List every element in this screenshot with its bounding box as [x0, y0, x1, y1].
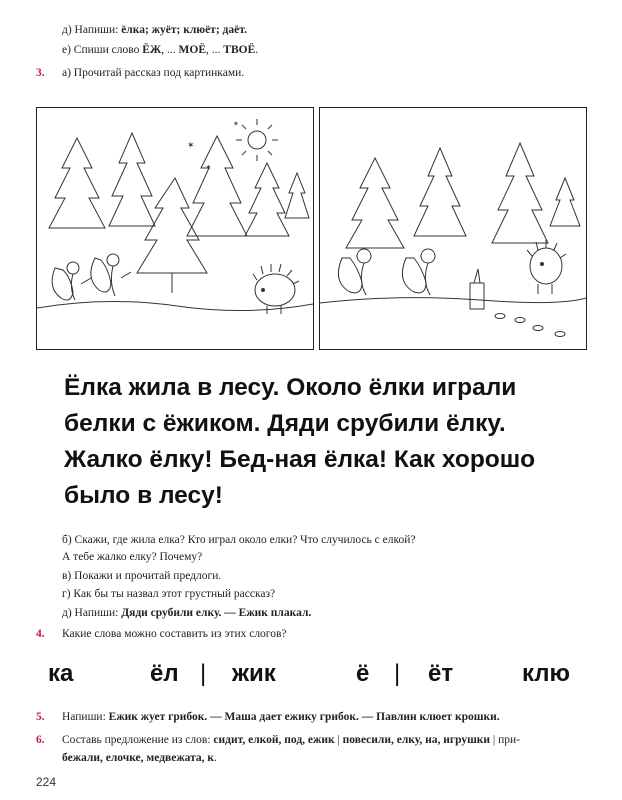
- line-d-words: ёлка; жуёт; клюёт; даёт.: [121, 24, 247, 36]
- svg-text:✶: ✶: [205, 163, 212, 172]
- syllable-yol: ёл: [150, 660, 179, 687]
- line-e-prefix: е) Спиши слово: [62, 44, 143, 56]
- task-3-number: 3.: [36, 67, 45, 79]
- task-3-text: а) Прочитай рассказ под картинками.: [62, 67, 245, 79]
- question-b-line-2: А тебе жалко елку? Почему?: [62, 551, 203, 563]
- task-6-words-1: сидит, елкой, под, ежик: [213, 734, 335, 746]
- exercise-line-e: [62, 44, 258, 56]
- line-e-word-1: ЁЖ: [142, 44, 162, 56]
- syllable-yot: ёт: [428, 660, 454, 687]
- task-6-line-2: [62, 752, 217, 764]
- task-5-number: 5.: [36, 711, 45, 723]
- story-line-1: Ёлка жила в лесу. Около ёлки играли: [64, 374, 517, 401]
- illustration-right: [319, 107, 587, 350]
- line-e-word-2: МОЁ: [178, 44, 207, 56]
- story-line-3: Жалко ёлку! Бед-ная ёлка! Как хорошо: [64, 446, 536, 473]
- task-5-sentences: Ежик жует грибок. — Маша дает ежику грибок. — Павлин клюет крошки.: [108, 711, 500, 723]
- question-d-sentences: Дяди срубили елку. — Ежик плакал.: [121, 607, 312, 619]
- task-4-number: 4.: [36, 628, 45, 640]
- story-text: [64, 370, 604, 514]
- svg-text:✶: ✶: [187, 140, 195, 150]
- syllable-klyu: клю: [522, 660, 571, 687]
- illustration-left: [36, 107, 314, 350]
- question-g: г) Как бы ты назвал этот грустный рассказ?: [62, 588, 276, 600]
- task-6-line-1: [62, 734, 520, 746]
- task-5-text: [62, 711, 500, 723]
- svg-text:✶: ✶: [233, 120, 239, 128]
- line-e-sep-1: , ...: [161, 44, 179, 56]
- task-6-separator: |: [334, 734, 343, 746]
- question-d-prefix: д) Напиши:: [62, 607, 122, 619]
- question-b-line-1: б) Скажи, где жила елка? Кто играл около елки? Что случилось с елкой?: [62, 534, 416, 546]
- forest-with-squirrels-and-hedgehog-illustration: [37, 108, 313, 349]
- cut-tree-stump-illustration: [320, 108, 586, 349]
- task-6-line-1-end: | при-: [490, 734, 520, 746]
- syllable-ka: ка: [48, 660, 74, 687]
- task-6-line-2-end: .: [214, 752, 217, 764]
- question-v: в) Покажи и прочитай предлоги.: [62, 570, 222, 582]
- line-e-sep-2: , ...: [206, 44, 224, 56]
- exercise-line-d: [62, 24, 247, 36]
- line-d-prefix: д) Напиши:: [62, 24, 122, 36]
- page-number: 224: [36, 775, 57, 789]
- syllable-divider-2: |: [394, 660, 401, 687]
- task-6-words-3: бежали, елочке, медвежата, к: [62, 752, 215, 764]
- line-e-word-3: ТВОЁ: [223, 44, 256, 56]
- syllable-zhik: жик: [232, 660, 276, 687]
- line-e-end: .: [255, 44, 259, 56]
- question-d: [62, 607, 311, 619]
- syllable-yo: ё: [356, 660, 370, 687]
- story-line-4: было в лесу!: [64, 482, 223, 509]
- task-5-prefix: Напиши:: [62, 711, 109, 723]
- story-line-2: белки с ёжиком. Дяди срубили ёлку.: [64, 410, 506, 437]
- task-4-text: Какие слова можно составить из этих слогов?: [62, 628, 287, 640]
- task-6-prefix: Составь предложение из слов:: [62, 734, 214, 746]
- syllable-divider-1: |: [200, 660, 207, 687]
- task-6-words-2: повесили, елку, на, игрушки: [342, 734, 491, 746]
- task-6-number: 6.: [36, 734, 45, 746]
